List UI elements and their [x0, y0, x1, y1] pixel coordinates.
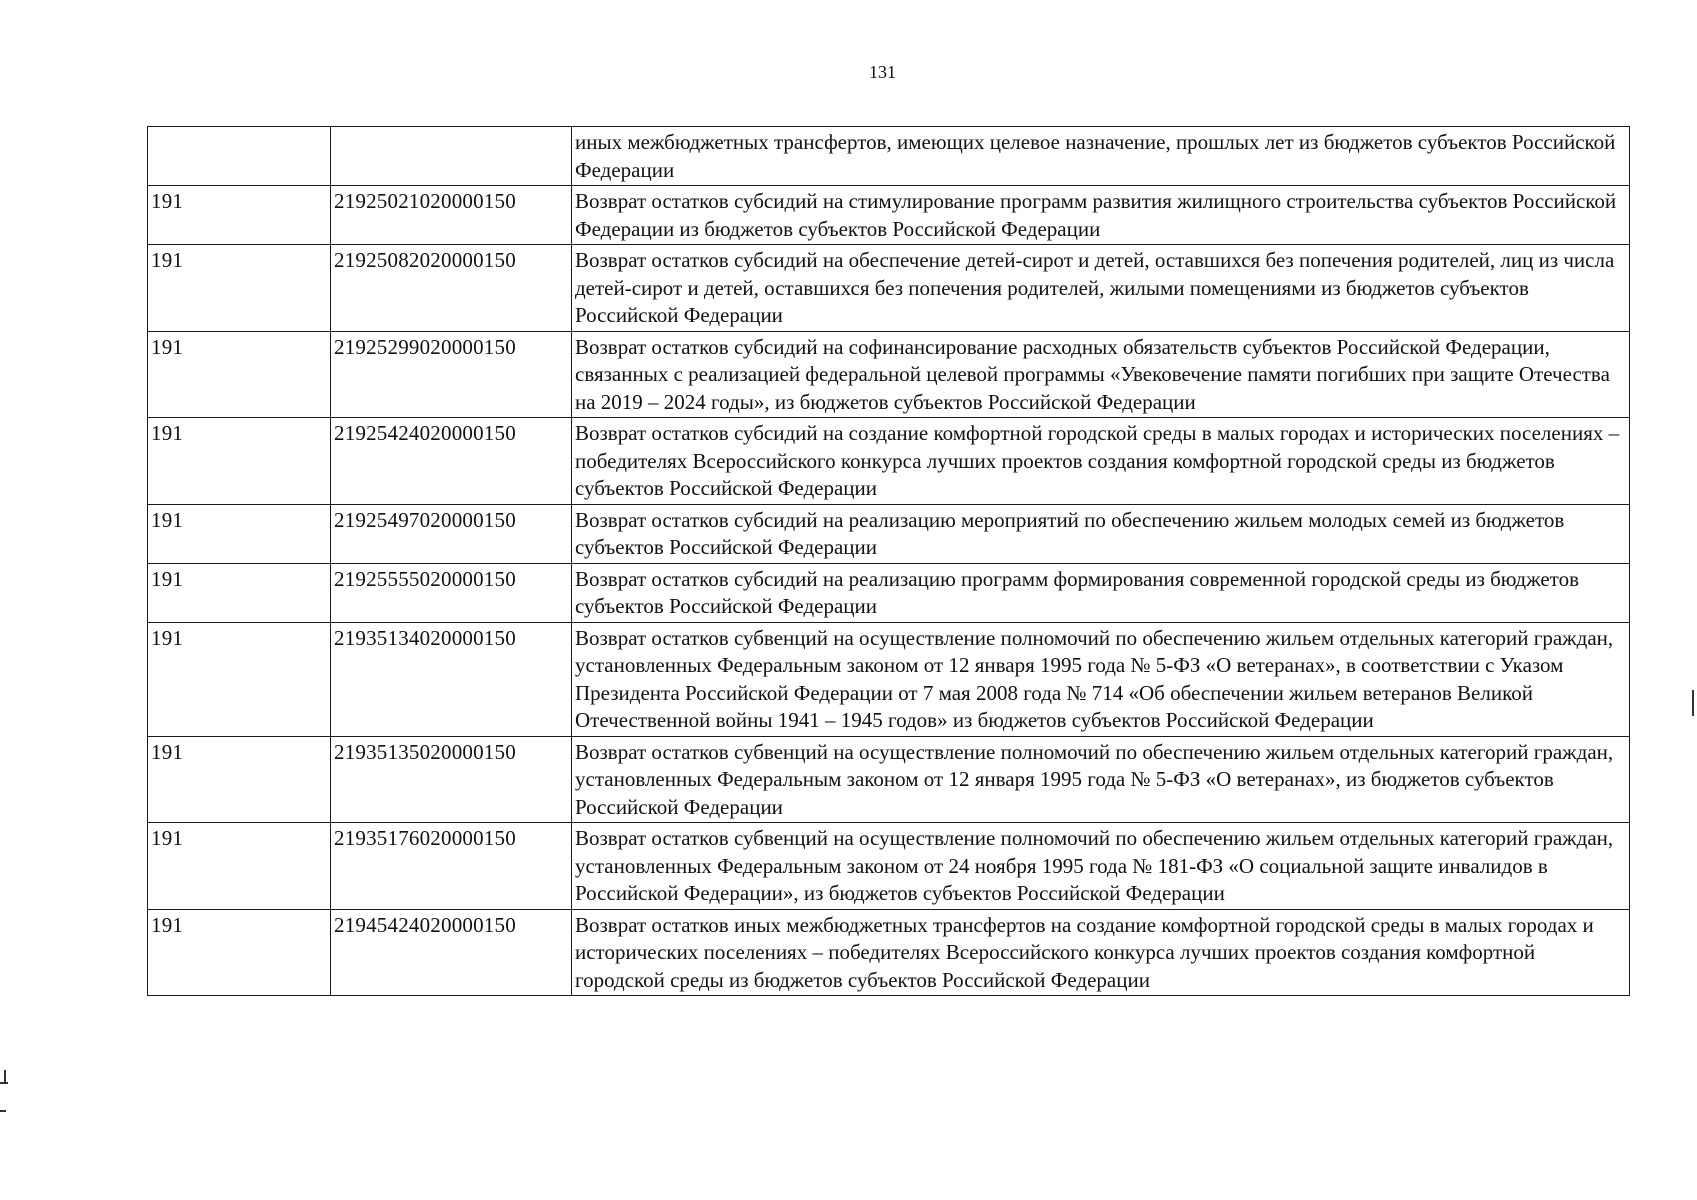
scan-margin-mark: [4, 1070, 6, 1082]
table-row: [148, 909, 1630, 996]
budget-code-cell: 21925497020000150: [331, 504, 572, 563]
revenue-name-cell: Возврат остатков субсидий на обеспечение детей-сирот и детей, оставшихся без попечения родителей, лиц из числа детей-сирот и детей, оставшихся без попечения родителей, жилыми помещениями из бюджетов субъектов Российской Федерации: [572, 245, 1630, 332]
budget-code-cell: 21925299020000150: [331, 331, 572, 418]
table-row: [148, 127, 1630, 186]
revenue-name-cell: Возврат остатков субвенций на осуществление полномочий по обеспечению жильем отдельных категорий граждан, установленных Федеральным законом от 12 января 1995 года № 5-ФЗ «О ветеранах», из бюджетов субъектов Российской Федерации: [572, 736, 1630, 823]
admin-code-cell: 191: [148, 736, 331, 823]
admin-code-cell: 191: [148, 186, 331, 245]
budget-code-cell: 21925082020000150: [331, 245, 572, 332]
revenue-name-cell: Возврат остатков субвенций на осуществление полномочий по обеспечению жильем отдельных категорий граждан, установленных Федеральным законом от 24 ноября 1995 года № 181-ФЗ «О социальной защите инвалидов в Российской Федерации», из бюджетов субъектов Российской Федерации: [572, 823, 1630, 910]
budget-code-cell: 21935176020000150: [331, 823, 572, 910]
budget-code-cell: [331, 127, 572, 186]
budget-code-cell: 21925424020000150: [331, 418, 572, 505]
revenue-name-cell: Возврат остатков субвенций на осуществление полномочий по обеспечению жильем отдельных категорий граждан, установленных Федеральным законом от 12 января 1995 года № 5-ФЗ «О ветеранах», в соответствии с Указом Президента Российской Федерации от 7 мая 2008 года № 714 «Об обеспечении жильем ветеранов Великой Отечественной войны 1941 – 1945 годов» из бюджетов субъектов Российской Федерации: [572, 622, 1630, 736]
admin-code-cell: 191: [148, 622, 331, 736]
revenue-name-cell: Возврат остатков субсидий на софинансирование расходных обязательств субъектов Российской Федерации, связанных с реализацией федеральной целевой программы «Увековечение памяти погибших при защите Отечества на 2019 – 2024 годы», из бюджетов субъектов Российской Федерации: [572, 331, 1630, 418]
table-row: [148, 563, 1630, 622]
admin-code-cell: 191: [148, 563, 331, 622]
table-row: [148, 331, 1630, 418]
admin-code-cell: 191: [148, 418, 331, 505]
budget-code-cell: 21935134020000150: [331, 622, 572, 736]
admin-code-cell: 191: [148, 823, 331, 910]
revenue-name-cell: Возврат остатков иных межбюджетных трансфертов на создание комфортной городской среды в малых городах и исторических поселениях – победителях Всероссийского конкурса лучших проектов создания комфортной городской среды из бюджетов субъектов Российской Федерации: [572, 909, 1630, 996]
revenue-name-cell: Возврат остатков субсидий на реализацию мероприятий по обеспечению жильем молодых семей из бюджетов субъектов Российской Федерации: [572, 504, 1630, 563]
budget-codes-table: [147, 126, 1630, 996]
revenue-name-cell: Возврат остатков субсидий на создание комфортной городской среды в малых городах и исторических поселениях – победителях Всероссийского конкурса лучших проектов создания комфортной городской среды из бюджетов субъектов Российской Федерации: [572, 418, 1630, 505]
table-row: [148, 823, 1630, 910]
table-row: [148, 245, 1630, 332]
table-row: [148, 504, 1630, 563]
admin-code-cell: 191: [148, 245, 331, 332]
page-number: 131: [869, 62, 896, 82]
budget-code-cell: 21925555020000150: [331, 563, 572, 622]
revenue-name-cell: Возврат остатков субсидий на стимулирование программ развития жилищного строительства субъектов Российской Федерации из бюджетов субъектов Российской Федерации: [572, 186, 1630, 245]
revenue-name-cell: Возврат остатков субсидий на реализацию программ формирования современной городской среды из бюджетов субъектов Российской Федерации: [572, 563, 1630, 622]
budget-code-cell: 21935135020000150: [331, 736, 572, 823]
scan-margin-mark: [0, 1110, 6, 1112]
table-row: [148, 186, 1630, 245]
table-row: [148, 622, 1630, 736]
budget-code-cell: 21925021020000150: [331, 186, 572, 245]
admin-code-cell: 191: [148, 331, 331, 418]
admin-code-cell: 191: [148, 504, 331, 563]
scan-margin-mark: [1692, 690, 1694, 716]
table-row: [148, 418, 1630, 505]
budget-code-cell: 21945424020000150: [331, 909, 572, 996]
admin-code-cell: 191: [148, 909, 331, 996]
scan-margin-mark: [0, 1082, 8, 1084]
table-row: [148, 736, 1630, 823]
revenue-name-cell: иных межбюджетных трансфертов, имеющих целевое назначение, прошлых лет из бюджетов субъектов Российской Федерации: [572, 127, 1630, 186]
admin-code-cell: [148, 127, 331, 186]
